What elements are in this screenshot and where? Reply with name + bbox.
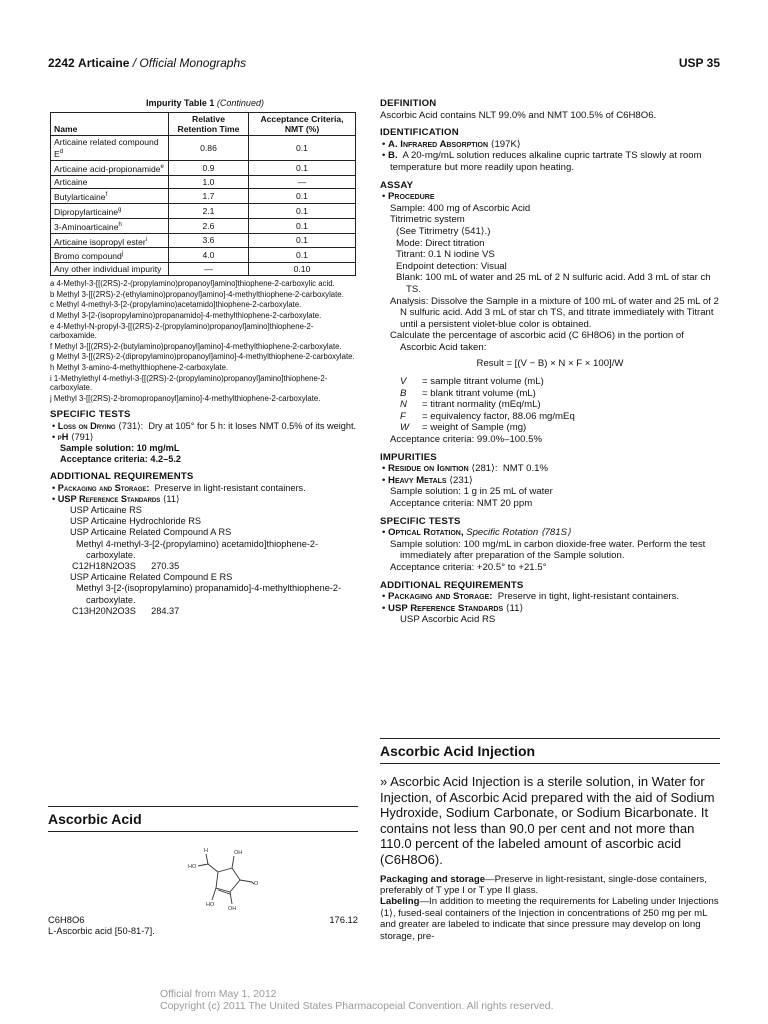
impurity-rrt: — bbox=[169, 263, 249, 276]
impurity-criteria: 0.1 bbox=[249, 203, 356, 218]
col-header-rrt: Relative Retention Time bbox=[169, 113, 249, 136]
footnote: i 1-Methylethyl 4-methyl-3-[[(2RS)-2-(propylamino)propanoyl]amino]thiophene-2-carboxylate. bbox=[50, 373, 328, 393]
ascorbic-mw: 176.12 bbox=[329, 914, 358, 925]
ascorbic-cas: L-Ascorbic acid [50-81-7]. bbox=[48, 925, 155, 937]
table-row bbox=[51, 175, 356, 188]
ph-sample: Sample solution: 10 mg/mL bbox=[60, 442, 180, 453]
optical-sample: Sample solution: 100 mg/mL in carbon dioxide-free water. Perform the test immediately after preparation of the Sample solution. bbox=[390, 538, 706, 562]
see-titrimetry: (See Titrimetry ⟨541⟩.) bbox=[396, 225, 491, 237]
impurity-name: Articaine related compound $E^d$ bbox=[51, 136, 169, 161]
heavy-metals-acceptance: Acceptance criteria: NMT 20 ppm bbox=[390, 498, 533, 509]
impurities-heading: IMPURITIES bbox=[380, 451, 437, 463]
impurity-rrt: 0.9 bbox=[169, 161, 249, 176]
impurity-name: 3-Aminoarticaine$^h$ bbox=[51, 218, 169, 233]
rs-related-a-formula: C12H18N2O3S 270.35 bbox=[72, 560, 180, 571]
usp-edition: USP 35 bbox=[678, 56, 720, 70]
impurity-rrt: 1.7 bbox=[169, 188, 249, 203]
ascorbic-injection-monograph bbox=[380, 738, 720, 942]
footnote: e 4-Methyl-N-propyl-3-[[(2RS)-2-(propylamino)propanoyl]amino]thiophene-2-carboxamide. bbox=[50, 321, 314, 341]
titrimetric-system: Titrimetric system bbox=[390, 214, 465, 226]
heavy-metals: • Heavy Metals ⟨231⟩ bbox=[382, 474, 473, 486]
optical-acceptance: Acceptance criteria: +20.5° to +21.5° bbox=[390, 561, 547, 573]
svg-text:HO: HO bbox=[188, 864, 197, 870]
variable-row: W = weight of Sample (mg) bbox=[400, 422, 527, 434]
impurity-rrt: 0.86 bbox=[169, 136, 249, 161]
endpoint-detection: Endpoint detection: Visual bbox=[396, 260, 507, 272]
impurity-rrt: 1.0 bbox=[169, 175, 249, 188]
rs-articaine: USP Articaine RS bbox=[70, 504, 142, 515]
heavy-metals-sample: Sample solution: 1 g in 25 mL of water bbox=[390, 486, 553, 498]
table-footnotes bbox=[50, 279, 360, 403]
ph-test: • pH ⟨791⟩ bbox=[52, 431, 94, 442]
footnote: c Methyl 4-methyl-3-[2-(propylamino)acetamido]thiophene-2-carboxylate. bbox=[50, 300, 302, 310]
footnote: j Methyl 3-[[(2RS)-2-bromopropanoyl]amino]-4-methylthiophene-2-carboxylate. bbox=[50, 393, 321, 403]
ascorbic-acid-structure-diagram bbox=[168, 842, 288, 912]
page-number: 2242 bbox=[48, 56, 75, 70]
id-b: • B. A 20-mg/mL solution reduces alkaline cupric tartrate TS slowly at room temperature but more readily upon heating. bbox=[382, 150, 702, 173]
table-row bbox=[51, 203, 356, 218]
table-row bbox=[51, 161, 356, 176]
specific-tests-heading: SPECIFIC TESTS bbox=[50, 409, 131, 421]
footnote: b Methyl 3-[[(2RS)-2-(ethylamino)propanoyl]amino]-4-methylthiophene-2-carboxylate. bbox=[50, 289, 344, 299]
impurity-table bbox=[50, 112, 356, 276]
impurity-criteria: 0.1 bbox=[249, 161, 356, 176]
variable-definitions bbox=[380, 376, 720, 434]
injection-intro: » Ascorbic Acid Injection is a sterile solution, in Water for Injection, of Ascorbic Acid prepared with the aid of Sodium Hydroxide, Sodium Carbonate, or Sodium Bicarbonate. It contains not less than 90.0 per cent and not more than 110.0 percent of the labeled amount of ascorbic acid (C6H8O6). bbox=[380, 774, 715, 867]
residue-on-ignition: • Residue on Ignition ⟨281⟩: NMT 0.1% bbox=[382, 463, 549, 475]
footnote: a 4-Methyl-3-[[(2RS)-2-(propylamino)propanoyl]amino]thiophene-2-carboxylic acid. bbox=[50, 279, 335, 289]
rs-related-a: USP Articaine Related Compound A RS bbox=[70, 527, 232, 538]
svg-text:O: O bbox=[254, 881, 259, 887]
impurity-name: Articaine isopropyl ester$^i$ bbox=[51, 233, 169, 248]
calculate: Calculate the percentage of ascorbic acid (C 6H8O6) in the portion of Ascorbic Acid taken: bbox=[390, 330, 684, 353]
impurity-criteria: — bbox=[249, 175, 356, 188]
identification-heading: IDENTIFICATION bbox=[380, 127, 459, 139]
variable-row: F = equivalency factor, 88.06 mg/mEq bbox=[400, 410, 575, 422]
impurity-rrt: 4.0 bbox=[169, 248, 249, 263]
table-title: Impurity Table 1 (Continued) bbox=[146, 98, 264, 108]
additional-requirements-right-heading: ADDITIONAL REQUIREMENTS bbox=[380, 579, 524, 591]
assay-acceptance: Acceptance criteria: 99.0%–100.5% bbox=[390, 434, 542, 446]
blank: Blank: 100 mL of water and 25 mL of 2 N sulfuric acid. Add 3 mL of star ch TS. bbox=[396, 272, 711, 295]
table-row bbox=[51, 233, 356, 248]
injection-labeling: Labeling—In addition to meeting the requirements for Labeling under Injections ⟨1⟩, fused-seal containers of the Injection in concentrations of 250 mg per mL and greater are labeled to indicate that since pressure may develop on long storage, pre- bbox=[380, 896, 719, 942]
section-name: / Official Monographs bbox=[132, 56, 247, 70]
rs-articaine-hcl: USP Articaine Hydrochloride RS bbox=[70, 516, 202, 527]
table-row bbox=[51, 136, 356, 161]
id-a: • A. Infrared Absorption ⟨197K⟩ bbox=[382, 138, 521, 150]
variable-row: V = sample titrant volume (mL) bbox=[400, 376, 544, 388]
table-row bbox=[51, 188, 356, 203]
packaging-storage: • Packaging and Storage: Preserve in light-resistant containers. bbox=[52, 482, 306, 493]
impurity-criteria: 0.1 bbox=[249, 218, 356, 233]
footer-official-date: Official from May 1, 2012 bbox=[160, 988, 277, 1000]
rs-ascorbic-acid: USP Ascorbic Acid RS bbox=[400, 614, 496, 626]
assay-sample: Sample: 400 mg of Ascorbic Acid bbox=[390, 202, 531, 214]
footnote: d Methyl 3-[2-(isopropylamino)propanamido]-4-methylthiophene-2-carboxylate. bbox=[50, 311, 322, 320]
specific-tests-right-heading: SPECIFIC TESTS bbox=[380, 515, 461, 527]
impurity-name: Butylarticaine$^f$ bbox=[51, 188, 169, 203]
left-column bbox=[50, 98, 360, 617]
analysis: Analysis: Dissolve the Sample in a mixture of 100 mL of water and 25 mL of 2 N sulfuric acid. Add 3 mL of star ch TS, and titrate immediately with Titrant until a persistent violet-blue color is obtained. bbox=[390, 295, 719, 330]
assay-heading: ASSAY bbox=[380, 179, 414, 191]
additional-requirements-heading: ADDITIONAL REQUIREMENTS bbox=[50, 471, 194, 483]
impurity-criteria: 0.1 bbox=[249, 188, 356, 203]
optical-rotation: • Optical Rotation, Specific Rotation ⟨781S⟩ bbox=[382, 527, 571, 539]
variable-row: B = blank titrant volume (mL) bbox=[400, 387, 536, 399]
impurity-name: Articaine acid-propionamide$^e$ bbox=[51, 161, 169, 176]
impurity-rrt: 3.6 bbox=[169, 233, 249, 248]
assay-procedure: • Procedure bbox=[382, 191, 435, 203]
svg-text:OH: OH bbox=[228, 906, 237, 912]
definition-heading: DEFINITION bbox=[380, 98, 437, 109]
impurity-criteria: 0.10 bbox=[249, 263, 356, 276]
rs-related-e-chem: Methyl 3-[2-(isopropylamino) propanamido]-4-methylthiophene-2-carboxylate. bbox=[76, 583, 342, 605]
footnote: h Methyl 3-amino-4-methylthiophene-2-carboxylate. bbox=[50, 362, 229, 372]
impurity-criteria: 0.1 bbox=[249, 233, 356, 248]
table-row bbox=[51, 218, 356, 233]
impurity-name: Any other individual impurity bbox=[51, 263, 169, 276]
mode: Mode: Direct titration bbox=[396, 237, 485, 249]
col-header-name: Name bbox=[51, 113, 169, 136]
right-column bbox=[380, 98, 720, 626]
svg-text:H: H bbox=[204, 848, 208, 854]
ascorbic-acid-monograph bbox=[48, 806, 358, 937]
impurity-criteria: 0.1 bbox=[249, 248, 356, 263]
monograph-name: Articaine bbox=[78, 56, 130, 70]
rs-related-e-formula: C13H20N2O3S 284.37 bbox=[72, 605, 180, 616]
result-formula: Result = [(V − B) × N × F × 100]/W bbox=[476, 358, 624, 370]
impurity-name: Articaine bbox=[51, 175, 169, 188]
loss-on-drying: • Loss on Drying ⟨731⟩: Dry at 105° for 5 h: it loses NMT 0.5% of its weight. bbox=[52, 420, 357, 431]
ascorbic-formula: C6H8O6 bbox=[48, 914, 85, 925]
table-row bbox=[51, 248, 356, 263]
impurity-name: Bromo compound$^j$ bbox=[51, 248, 169, 263]
footnote: g Methyl 3-[[(2RS)-2-(dipropylamino)propanoyl]amino]-4-methylthiophene-2-carboxylate. bbox=[50, 352, 355, 362]
svg-text:HO: HO bbox=[206, 902, 215, 908]
table-row bbox=[51, 263, 356, 276]
impurity-criteria: 0.1 bbox=[249, 136, 356, 161]
injection-title: Ascorbic Acid Injection bbox=[380, 738, 720, 764]
injection-packaging: Packaging and storage—Preserve in light-resistant, single-dose containers, preferably of T ype I or T ype II glass. bbox=[380, 873, 707, 896]
footnote: f Methyl 3-[[(2RS)-2-(butylamino)propanoyl]amino]-4-methylthiophene-2-carboxylate. bbox=[50, 341, 342, 351]
page-footer bbox=[160, 988, 554, 1012]
rs-related-a-chem: Methyl 4-methyl-3-[2-(propylamino) acetamido]thiophene-2-carboxylate. bbox=[76, 538, 319, 560]
variable-row: N = titrant normality (mEq/mL) bbox=[400, 399, 541, 411]
definition-text: Ascorbic Acid contains NLT 99.0% and NMT 100.5% of C6H8O6. bbox=[380, 109, 657, 121]
titrant: Titrant: 0.1 N iodine VS bbox=[396, 249, 495, 261]
col-header-criteria: Acceptance Criteria, NMT (%) bbox=[249, 113, 356, 136]
footer-copyright: Copyright (c) 2011 The United States Pharmacopeial Convention. All rights reserved. bbox=[160, 1000, 554, 1012]
ascorbic-acid-title: Ascorbic Acid bbox=[48, 806, 358, 832]
reference-standards: • USP Reference Standards ⟨11⟩ bbox=[52, 493, 180, 504]
impurity-rrt: 2.1 bbox=[169, 203, 249, 218]
svg-text:OH: OH bbox=[234, 850, 243, 856]
impurity-name: Dipropylarticaine$^g$ bbox=[51, 203, 169, 218]
rs-related-e: USP Articaine Related Compound E RS bbox=[70, 572, 233, 583]
packaging-storage-right: • Packaging and Storage: Preserve in tight, light-resistant containers. bbox=[382, 591, 680, 603]
reference-standards-right: • USP Reference Standards ⟨11⟩ bbox=[382, 602, 524, 614]
ph-acceptance: Acceptance criteria: 4.2–5.2 bbox=[60, 454, 182, 465]
impurity-rrt: 2.6 bbox=[169, 218, 249, 233]
page-header bbox=[48, 56, 720, 74]
